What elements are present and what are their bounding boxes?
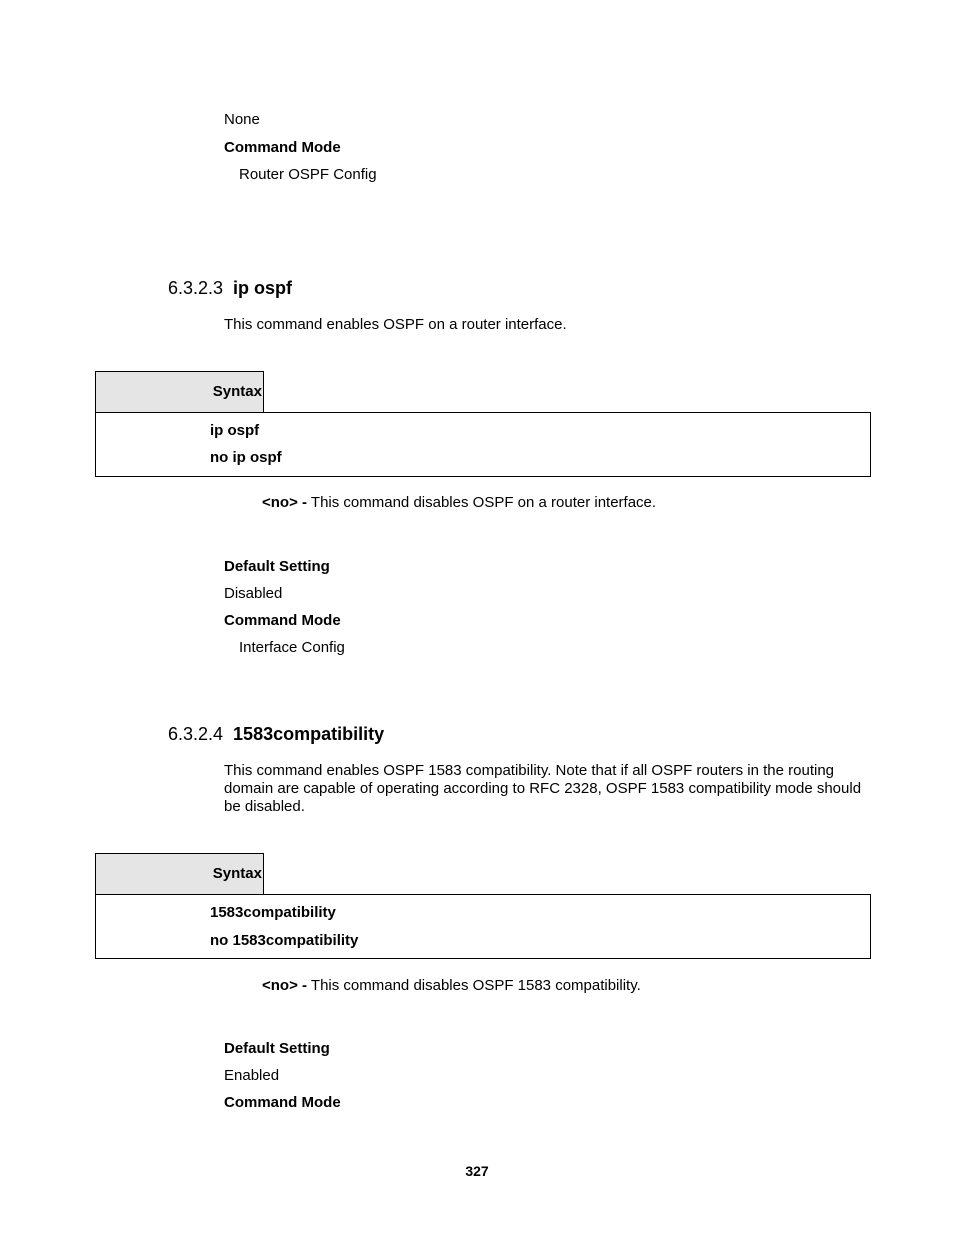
section-title: ip ospf <box>233 278 293 298</box>
default-setting-value: Disabled <box>224 585 283 602</box>
section-title: 1583compatibility <box>233 724 385 744</box>
section-heading <box>168 723 384 745</box>
command-mode-label: Command Mode <box>224 1094 341 1111</box>
section-number: 6.3.2.3 <box>168 278 224 298</box>
parameter-text: This command disables OSPF 1583 compatibility. <box>307 977 641 994</box>
syntax-box <box>95 412 871 477</box>
command-mode-label: Command Mode <box>224 139 341 156</box>
default-setting-label: Default Setting <box>224 1040 330 1057</box>
syntax-box <box>95 894 871 959</box>
parameter-description <box>262 494 656 512</box>
section-description: This command enables OSPF 1583 compatibility. Note that if all OSPF routers in the routing domain are capable of operating according to RFC 2328, OSPF 1583 compatibility mode should be disabled. <box>224 762 862 815</box>
syntax-header <box>95 853 264 894</box>
page-number: 327 <box>465 1163 489 1179</box>
section-number: 6.3.2.4 <box>168 724 224 744</box>
syntax-line: 1583compatibility <box>210 904 336 921</box>
syntax-label: Syntax <box>212 865 262 882</box>
command-mode-value: Router OSPF Config <box>239 166 377 183</box>
section-heading <box>168 277 292 299</box>
syntax-line: no 1583compatibility <box>210 932 359 949</box>
parameter-description <box>262 977 641 995</box>
syntax-line: ip ospf <box>210 422 260 439</box>
syntax-label: Syntax <box>212 383 262 400</box>
default-value: None <box>224 111 260 128</box>
section-description: This command enables OSPF on a router interface. <box>224 316 567 333</box>
command-mode-label: Command Mode <box>224 612 341 629</box>
default-setting-value: Enabled <box>224 1067 280 1084</box>
parameter-key: <no> - <box>262 494 308 511</box>
command-mode-value: Interface Config <box>239 639 345 656</box>
syntax-line: no ip ospf <box>210 449 282 466</box>
default-setting-label: Default Setting <box>224 558 330 575</box>
syntax-header <box>95 371 264 412</box>
parameter-text: This command disables OSPF on a router interface. <box>307 494 657 511</box>
parameter-key: <no> - <box>262 977 308 994</box>
